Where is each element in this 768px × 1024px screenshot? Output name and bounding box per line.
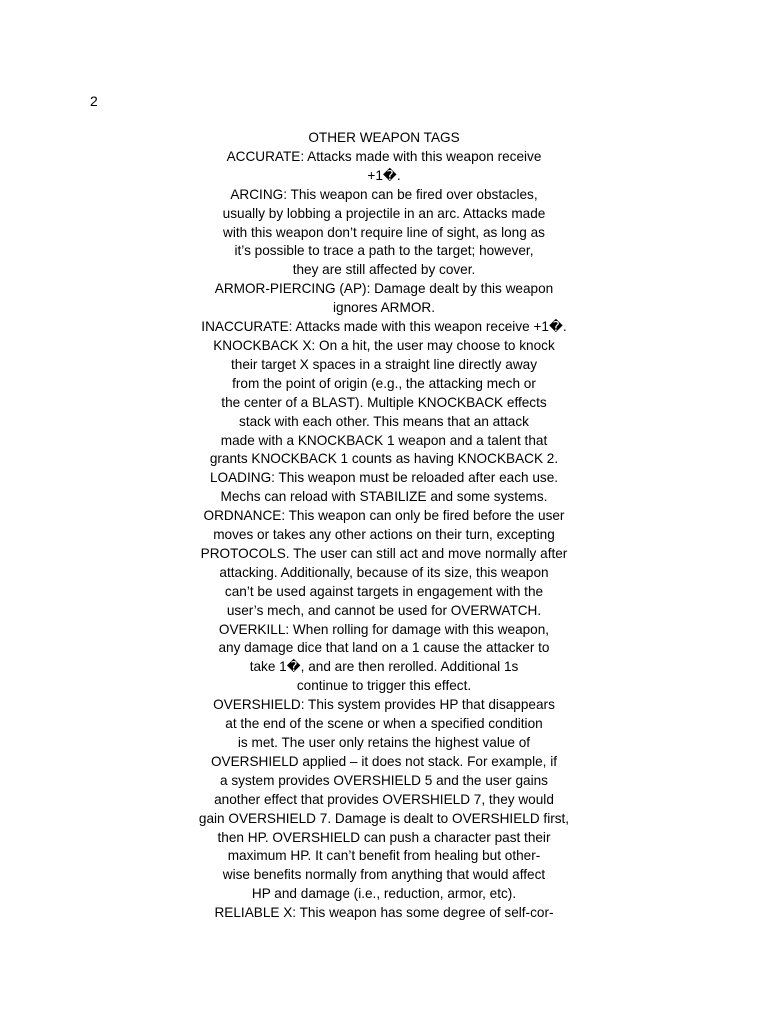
text-line: KNOCKBACK X: On a hit, the user may choose to knock (213, 337, 555, 353)
text-line: take 1�, and are then rerolled. Additional 1s (249, 659, 519, 675)
page-number: 2 (90, 93, 98, 109)
text-line: INACCURATE: Attacks made with this weapon receive +1�. (201, 319, 567, 335)
text-line: grants KNOCKBACK 1 counts as having KNOCKBACK 2. (209, 451, 559, 467)
text-line: RELIABLE X: This weapon has some degree of self-cor- (214, 905, 554, 921)
text-line: usually by lobbing a projectile in an arc. Attacks made (222, 205, 546, 221)
document-text (0, 129, 768, 923)
text-line: PROTOCOLS. The user can still act and move normally after (200, 545, 568, 561)
text-line: their target X spaces in a straight line directly away (230, 356, 537, 372)
text-line: moves or takes any other actions on their turn, excepting (213, 527, 555, 543)
text-line: from the point of origin (e.g., the attacking mech or (232, 375, 536, 391)
text-line: ACCURATE: Attacks made with this weapon receive (226, 148, 542, 164)
text-line: gain OVERSHIELD 7. Damage is dealt to OVERSHIELD first, (198, 810, 570, 826)
text-line: with this weapon don’t require line of sight, as long as (223, 224, 545, 240)
text-line: ARCING: This weapon can be fired over obstacles, (230, 186, 538, 202)
text-line: OTHER WEAPON TAGS (308, 130, 460, 145)
text-line: can’t be used against targets in engagement with the (224, 583, 544, 599)
text-line: it’s possible to trace a path to the target; however, (234, 243, 534, 259)
text-line: they are still affected by cover. (292, 262, 476, 278)
text-line: HP and damage (i.e., reduction, armor, etc). (251, 886, 517, 902)
text-line: OVERSHIELD applied – it does not stack. For example, if (210, 753, 558, 769)
text-line: Mechs can reload with STABILIZE and some systems. (220, 489, 548, 505)
text-line: attacking. Additionally, because of its size, this weapon (219, 564, 549, 580)
text-line: then HP. OVERSHIELD can push a character past their (217, 829, 551, 845)
text-line: ignores ARMOR. (333, 300, 435, 316)
text-line: a system provides OVERSHIELD 5 and the user gains (220, 772, 548, 788)
text-line: maximum HP. It can’t benefit from healing but other- (227, 848, 541, 864)
text-line: the center of a BLAST). Multiple KNOCKBACK effects (221, 394, 547, 410)
text-line: continue to trigger this effect. (296, 678, 472, 694)
text-line: OVERSHIELD: This system provides HP that disappears (213, 697, 555, 713)
text-line: +1�. (367, 167, 401, 183)
text-line: is met. The user only retains the highest value of (237, 735, 531, 750)
text-line: at the end of the scene or when a specified condition (225, 716, 543, 732)
text-line: wise benefits normally from anything that would affect (222, 867, 546, 883)
text-line: made with a KNOCKBACK 1 weapon and a talent that (220, 432, 548, 448)
text-line: stack with each other. This means that an attack (239, 413, 529, 429)
text-line: user’s mech, and cannot be used for OVERWATCH. (226, 602, 542, 618)
text-line: OVERKILL: When rolling for damage with this weapon, (218, 621, 550, 637)
text-line: ARMOR-PIERCING (AP): Damage dealt by this weapon (214, 281, 554, 297)
text-line: ORDNANCE: This weapon can only be fired before the user (203, 508, 565, 524)
text-line: another effect that provides OVERSHIELD 7, they would (214, 791, 554, 807)
text-line: LOADING: This weapon must be reloaded after each use. (209, 470, 559, 486)
text-line: any damage dice that land on a 1 cause the attacker to (218, 640, 550, 656)
